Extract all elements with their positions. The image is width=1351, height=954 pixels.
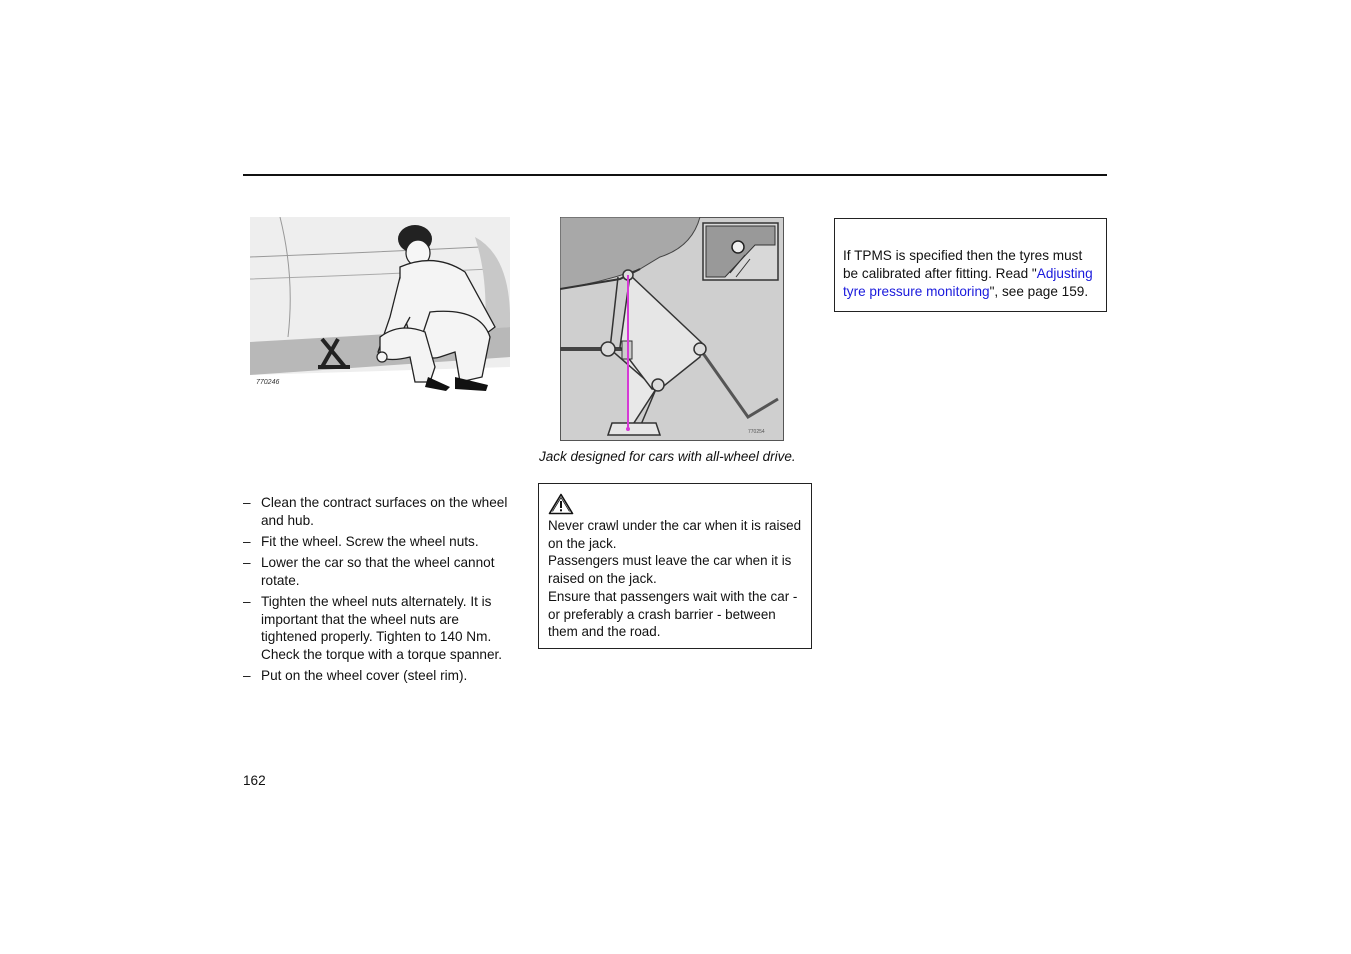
warning-box <box>538 483 812 649</box>
figure-code-1: 770246 <box>256 379 280 386</box>
list-item <box>243 494 518 529</box>
list-item <box>243 593 518 664</box>
step-text: Lower the car so that the wheel cannot rotate. <box>261 555 495 588</box>
list-item <box>243 533 518 551</box>
procedure-steps <box>243 494 518 689</box>
dash-marker: – <box>243 668 251 684</box>
tpms-note-intro: If TPMS is specified then the tyres must be calibrated after fitting. Read " <box>843 248 1083 281</box>
warning-line: Passengers must leave the car when it is raised on the jack. <box>548 553 792 587</box>
figure-caption: Jack designed for cars with all-wheel drive. <box>539 449 796 464</box>
warning-line: Never crawl under the car when it is raised on the jack. <box>548 518 802 551</box>
tpms-note-outro: ", see page 159. <box>989 284 1089 299</box>
step-text: Put on the wheel cover (steel rim). <box>261 668 468 684</box>
page-number: 162 <box>243 773 266 788</box>
warning-line: Ensure that passengers wait with the car - or preferably a crash barrier - between them and the road. <box>548 588 798 640</box>
dash-marker: – <box>243 533 251 549</box>
dash-marker: – <box>243 594 251 610</box>
step-text: Clean the contract surfaces on the wheel and hub. <box>261 495 508 528</box>
warning-text <box>548 517 802 641</box>
dash-marker: – <box>243 495 251 510</box>
wheel-change-illustration <box>250 217 510 392</box>
list-item <box>243 554 518 589</box>
warning-triangle-icon <box>548 493 574 515</box>
header-rule <box>243 174 1107 176</box>
dash-marker: – <box>243 555 251 571</box>
figure-code-2: 770254 <box>748 429 765 435</box>
step-text: Fit the wheel. Screw the wheel nuts. <box>261 533 479 549</box>
step-text: Tighten the wheel nuts alternately. It is important that the wheel nuts are tightened properly. Tighten to 140 Nm. Check the torque with a torque spanner. <box>261 594 503 663</box>
tpms-note-text <box>843 247 1097 301</box>
tpms-link[interactable]: Adjusting tyre pressure monitoring <box>843 266 1093 299</box>
jack-diagram <box>560 217 784 441</box>
list-item <box>243 667 518 685</box>
tpms-note-box <box>834 218 1107 312</box>
